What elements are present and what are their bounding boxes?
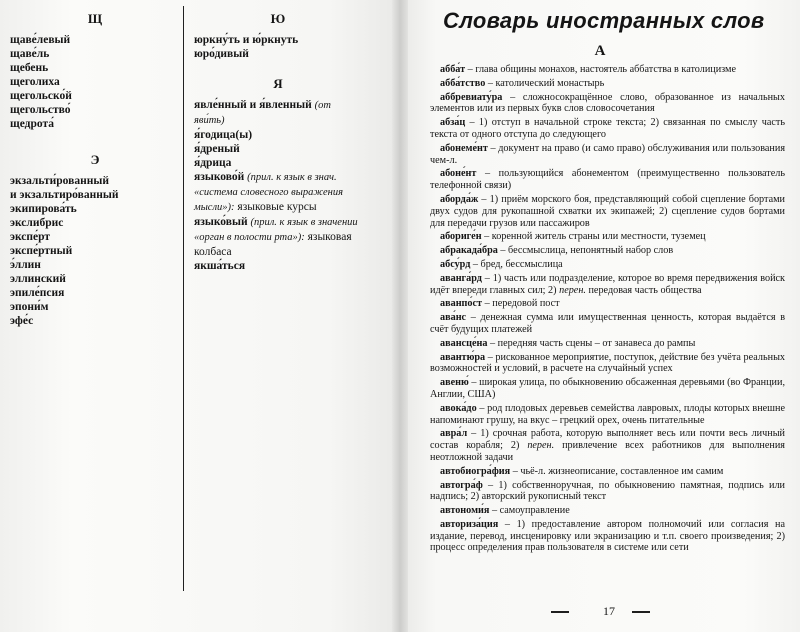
definition-note: (прил. к язык в значении «орган в полости рта»):: [194, 217, 358, 243]
dash: –: [468, 377, 480, 389]
definition: 1) срочная работа, которую выполняет весь или почти весь личный состав корабля; 2): [430, 428, 785, 452]
term: автогра́ф: [440, 479, 483, 491]
term: авансце́на: [440, 337, 488, 349]
dictionary-entry: [430, 245, 785, 257]
dictionary-entry: [430, 168, 785, 192]
dash: –: [485, 351, 496, 363]
word-entry: щегольско́й: [10, 90, 72, 102]
word-entry: юркну́ть и ю́ркнуть: [194, 34, 299, 46]
word-entry: и экзальтиро́ванный: [10, 189, 119, 201]
term: авантю́ра: [440, 351, 486, 363]
definition-continuation: передовая часть общества: [585, 284, 702, 296]
word-entry: [194, 98, 362, 128]
dash: –: [482, 479, 499, 491]
word-entry: щаве́левый: [10, 34, 71, 46]
definition: широкая улица, по обыкновению обсаженная деревьями (во Франции, Англии, США): [430, 377, 785, 400]
grammar-note: (от яви́ть): [194, 100, 331, 126]
definition: бессмыслица, непонятный набор слов: [508, 245, 674, 257]
definition: бред, бессмыслица: [480, 258, 563, 270]
definition: глава общины монахов, настоятель аббатства в католицизме: [475, 64, 737, 75]
dash: –: [466, 312, 481, 324]
term: абоне́нт: [440, 168, 477, 180]
term: автобиогра́фия: [440, 465, 511, 477]
italic-label: перен.: [527, 440, 555, 452]
word-entry: я́дрица: [194, 157, 232, 169]
section-letter-ya: Я: [273, 76, 283, 91]
word-entry: экипирова́ть: [10, 203, 77, 215]
dash: –: [487, 142, 499, 154]
example-text: языковая колбаса: [194, 231, 352, 258]
word-entry: эпиле́псия: [10, 287, 65, 299]
example-text: языковые курсы: [237, 201, 317, 213]
dash: –: [470, 258, 481, 270]
dash: –: [481, 272, 493, 284]
dictionary-entry: [430, 428, 785, 463]
dash: –: [482, 298, 493, 310]
definition: 1) отступ в начальной строке текста; 2) связанная по смыслу часть текста от одного отступа до следующего: [430, 117, 786, 140]
footer-rule-right: [632, 611, 650, 613]
definition: рискованное мероприятие, поступок, действие без учёта реальных возможностей и условий, в расчете на случайный успех: [430, 351, 786, 375]
page-title: Словарь иностранных слов: [443, 8, 765, 33]
word-entry: [194, 170, 362, 215]
dash: –: [489, 505, 500, 517]
term: абориге́н: [440, 231, 482, 243]
word-entry: экспе́рт: [10, 231, 51, 243]
term: аванпо́ст: [440, 298, 483, 310]
footer-rule-left: [551, 611, 569, 613]
word-entry: экзальти́рованный: [10, 175, 109, 187]
definition: чьё-л. жизнеописание, составленное им самим: [520, 465, 724, 477]
word-entry: щебень: [10, 62, 49, 74]
word-entry: щегольство́: [10, 104, 71, 116]
term: абба́т: [440, 64, 466, 75]
word-entry: я́годица(ы): [194, 129, 253, 141]
dash: –: [478, 193, 490, 205]
definition: 1) собственноручная, по обыкновению памятная, подпись или надпись; 2) авторский рукописный текст: [430, 479, 786, 503]
dictionary-entry: [430, 143, 785, 167]
definition: 1) приём морского боя, представляющий собой сцепление бортами двух судов для рукопашной схватки их экипажей; 2) сцепление судов бортами для передачи грузов или пассажиров: [430, 193, 785, 229]
right-page: [400, 0, 800, 632]
dictionary-entry: [430, 466, 785, 478]
dictionary-entry: [430, 480, 785, 504]
definition: коренной житель страны или местности, туземец: [491, 231, 706, 243]
word-entry: якша́ться: [194, 260, 246, 272]
dictionary-entries: [430, 64, 785, 556]
term: аборда́ж: [440, 193, 479, 205]
word-entry: эфе́с: [10, 315, 34, 327]
term: абза́ц: [440, 117, 466, 129]
dash: –: [465, 64, 476, 75]
dictionary-entry: [430, 298, 785, 310]
word-entry: э́ллин: [10, 259, 41, 271]
dash: –: [497, 245, 509, 257]
section-letter-shcha: Щ: [87, 11, 103, 26]
definition: пользующийся абонементом (преимущественно пользователь телефонной связи): [430, 168, 786, 192]
definition-note: (прил. к язык в знач. «система словесного выражения мысли»):: [194, 172, 343, 213]
word-entry: щеголиха: [10, 76, 60, 88]
term: автономи́я: [440, 505, 490, 517]
section-letter-e: Э: [90, 152, 100, 167]
dictionary-entry: [430, 352, 785, 376]
term: авеню́: [440, 377, 469, 389]
definition: 1) предоставление автором полномочий или согласия на издание, перевод, инсценировку или экранизацию и т.п. своего произведения; 2) процесс определения прав пользователя в системе или сети: [430, 518, 786, 554]
term: авра́л: [440, 428, 468, 440]
dictionary-entry: [430, 505, 785, 517]
dictionary-entry: [430, 377, 785, 401]
dictionary-entry: [430, 259, 785, 271]
book-gutter: [392, 0, 408, 632]
dictionary-entry: [430, 194, 785, 229]
word-entry: я́дреный: [194, 143, 240, 155]
word-entry: эпони́м: [10, 301, 49, 313]
dictionary-entry: [430, 78, 785, 90]
dictionary-entry: [430, 92, 785, 116]
dash: –: [467, 428, 481, 440]
word-entry: экспе́ртный: [10, 245, 73, 257]
dash: –: [476, 402, 488, 414]
headword: языко́вый: [194, 216, 248, 228]
dictionary-entry: [430, 64, 785, 76]
left-column-2: [194, 12, 362, 273]
dictionary-entry: [430, 273, 785, 297]
dictionary-entry: [430, 403, 785, 427]
dash: –: [465, 117, 479, 129]
dash: –: [485, 77, 496, 89]
term: абракада́бра: [440, 245, 498, 257]
dash: –: [502, 91, 523, 103]
definition: католический монастырь: [495, 77, 605, 89]
definition: передняя часть сцены – от занавеса до рампы: [497, 337, 696, 349]
dictionary-entry: [430, 117, 785, 141]
headword: явле́нный и я́вленный: [194, 99, 312, 111]
section-letter-yu: Ю: [270, 11, 286, 26]
definition: самоуправление: [499, 505, 570, 517]
word-entry: щаве́ль: [10, 48, 50, 60]
definition: передовой пост: [492, 298, 560, 310]
dictionary-entry: [430, 519, 785, 554]
term: авториза́ция: [440, 518, 499, 530]
term: абба́тство: [440, 77, 486, 89]
definition: 1) часть или подразделение, которое во время передвижения войск идёт впереди главных сил; 2): [430, 272, 785, 296]
italic-label: перен.: [559, 284, 586, 296]
dash: –: [481, 231, 492, 243]
term: авока́до: [440, 402, 477, 414]
word-entry: [194, 215, 362, 259]
term: ава́нс: [440, 312, 467, 324]
column-divider: [183, 6, 184, 591]
word-entry: эллинский: [10, 273, 66, 285]
term: абонеме́нт: [440, 142, 488, 154]
definition: денежная сумма или имущественная ценность, которая выдаётся в счёт будущих платежей: [430, 312, 786, 335]
word-entry: щедрота́: [10, 118, 55, 130]
dictionary-entry: [430, 231, 785, 243]
left-column-1: [10, 12, 180, 328]
word-entry: экслибрис: [10, 217, 64, 229]
headword: языково́й: [194, 171, 245, 183]
dictionary-entry: [430, 338, 785, 350]
term: аванга́рд: [440, 272, 482, 284]
definition-continuation: привлечение всех работников для выполнения неотложной задачи: [430, 440, 785, 463]
dash: –: [487, 337, 498, 349]
word-entry: юро́дивый: [194, 48, 249, 60]
dash: –: [476, 168, 499, 180]
term: аббревиату́ра: [440, 91, 503, 103]
definition: сложносокращённое слово, образованное из начальных элементов или из первых букв слов словосочетания: [430, 91, 785, 115]
term: абсу́рд: [440, 258, 471, 270]
section-letter-a: А: [594, 43, 606, 59]
definition: документ на право (и само право) обслуживания или пользования чем-л.: [430, 142, 786, 166]
definition: род плодовых деревьев семейства лавровых, плоды которых внешне напоминают грушу, на вкус – грецкий орех, очень питательные: [430, 402, 786, 426]
dash: –: [498, 518, 517, 530]
dash: –: [510, 465, 521, 477]
page-number: 17: [603, 604, 615, 618]
dictionary-entry: [430, 312, 785, 336]
